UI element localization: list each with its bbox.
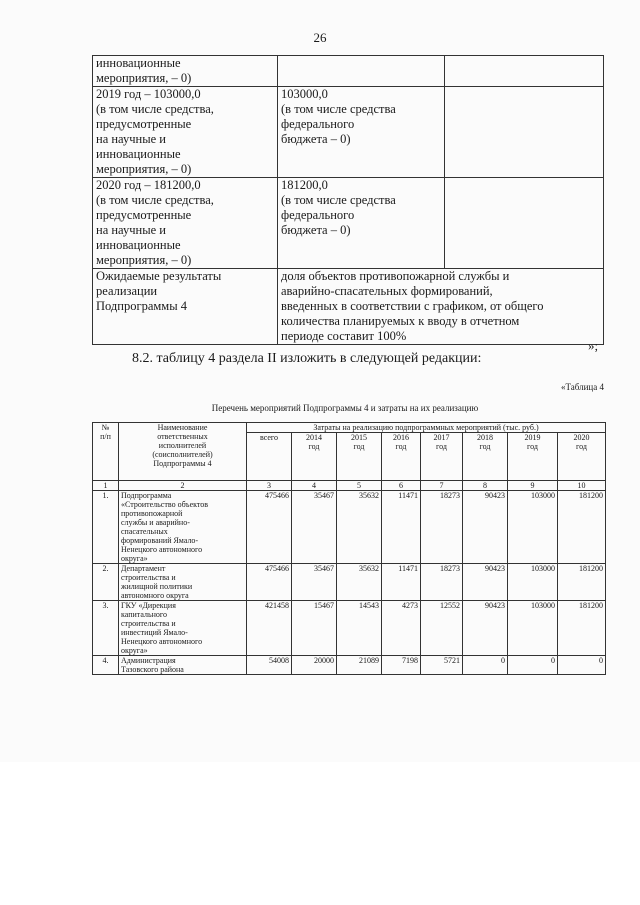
value-cell: 475466 bbox=[247, 564, 292, 601]
value-cell: 14543 bbox=[337, 601, 382, 656]
row-number: 4. bbox=[93, 656, 119, 675]
column-number: 7 bbox=[421, 481, 463, 491]
header-cell: 2015 год bbox=[337, 433, 382, 481]
column-number-row bbox=[93, 481, 606, 491]
table-header-row bbox=[93, 423, 606, 433]
column-number: 2 bbox=[119, 481, 247, 491]
header-cell: Затраты на реализацию подпрограммных мероприятий (тыс. руб.) bbox=[247, 423, 606, 433]
page-number: 26 bbox=[313, 30, 327, 45]
column-number: 9 bbox=[508, 481, 558, 491]
table-cell: инновационные мероприятия, – 0) bbox=[93, 56, 278, 87]
header-cell: Наименование ответственных исполнителей (соисполнителей) Подпрограммы 4 bbox=[119, 423, 247, 481]
table-row bbox=[93, 56, 604, 87]
costs-table bbox=[92, 422, 606, 675]
table-cell bbox=[445, 87, 604, 178]
row-name: Департамент строительства и жилищной политики автономного округа bbox=[119, 564, 247, 601]
value-cell: 421458 bbox=[247, 601, 292, 656]
row-number: 1. bbox=[93, 491, 119, 564]
table-row bbox=[93, 178, 604, 269]
table-row bbox=[93, 87, 604, 178]
row-number: 2. bbox=[93, 564, 119, 601]
column-number: 6 bbox=[382, 481, 421, 491]
table-row bbox=[93, 601, 606, 656]
value-cell: 0 bbox=[508, 656, 558, 675]
value-cell: 35467 bbox=[292, 564, 337, 601]
header-cell: № п/п bbox=[93, 423, 119, 481]
value-cell: 18273 bbox=[421, 564, 463, 601]
table-cell: 181200,0 (в том числе средства федерального бюджета – 0) bbox=[278, 178, 445, 269]
table-row bbox=[93, 656, 606, 675]
value-cell: 0 bbox=[558, 656, 606, 675]
value-cell: 4273 bbox=[382, 601, 421, 656]
value-cell: 35632 bbox=[337, 491, 382, 564]
column-number: 1 bbox=[93, 481, 119, 491]
header-cell: 2018 год bbox=[463, 433, 508, 481]
header-cell: всего bbox=[247, 433, 292, 481]
value-cell: 11471 bbox=[382, 491, 421, 564]
row-name: Администрация Тазовского района bbox=[119, 656, 247, 675]
table-cell bbox=[445, 56, 604, 87]
value-cell: 181200 bbox=[558, 491, 606, 564]
column-number: 8 bbox=[463, 481, 508, 491]
closing-quote: »; bbox=[588, 338, 599, 353]
column-number: 4 bbox=[292, 481, 337, 491]
value-cell: 0 bbox=[463, 656, 508, 675]
header-cell: 2019 год bbox=[508, 433, 558, 481]
table-row bbox=[93, 564, 606, 601]
instruction-text: 8.2. таблицу 4 раздела II изложить в следующей редакции: bbox=[132, 351, 482, 366]
table-cell: 2019 год – 103000,0 (в том числе средства, предусмотренные на научные и инновационные мероприятия, – 0) bbox=[93, 87, 278, 178]
value-cell: 12552 bbox=[421, 601, 463, 656]
value-cell: 181200 bbox=[558, 564, 606, 601]
value-cell: 11471 bbox=[382, 564, 421, 601]
table-cell: Ожидаемые результаты реализации Подпрограммы 4 bbox=[93, 269, 278, 345]
value-cell: 35632 bbox=[337, 564, 382, 601]
blank-area bbox=[0, 762, 640, 905]
table-cell: 2020 год – 181200,0 (в том числе средства, предусмотренные на научные и инновационные мероприятия, – 0) bbox=[93, 178, 278, 269]
value-cell: 475466 bbox=[247, 491, 292, 564]
value-cell: 35467 bbox=[292, 491, 337, 564]
header-cell: 2014 год bbox=[292, 433, 337, 481]
value-cell: 90423 bbox=[463, 601, 508, 656]
row-number: 3. bbox=[93, 601, 119, 656]
column-number: 10 bbox=[558, 481, 606, 491]
header-cell: 2020 год bbox=[558, 433, 606, 481]
value-cell: 15467 bbox=[292, 601, 337, 656]
row-name: ГКУ «Дирекция капитального строительства и инвестиций Ямало- Ненецкого автономного округа» bbox=[119, 601, 247, 656]
table-cell bbox=[445, 178, 604, 269]
column-number: 5 bbox=[337, 481, 382, 491]
value-cell: 5721 bbox=[421, 656, 463, 675]
value-cell: 54008 bbox=[247, 656, 292, 675]
table-row bbox=[93, 491, 606, 564]
header-cell: 2017 год bbox=[421, 433, 463, 481]
table-cell bbox=[278, 56, 445, 87]
value-cell: 7198 bbox=[382, 656, 421, 675]
table-caption: Перечень мероприятий Подпрограммы 4 и затраты на их реализацию bbox=[211, 403, 479, 413]
table-label: «Таблица 4 bbox=[561, 382, 604, 392]
passport-table bbox=[92, 55, 604, 345]
table-cell: доля объектов противопожарной службы и аварийно-спасательных формирований, введенных в соответствии с графиком, от общего количества планируемых к вводу в отчетном периоде составит 100% bbox=[278, 269, 604, 345]
column-number: 3 bbox=[247, 481, 292, 491]
value-cell: 90423 bbox=[463, 491, 508, 564]
value-cell: 90423 bbox=[463, 564, 508, 601]
value-cell: 103000 bbox=[508, 564, 558, 601]
value-cell: 18273 bbox=[421, 491, 463, 564]
table-cell: 103000,0 (в том числе средства федерального бюджета – 0) bbox=[278, 87, 445, 178]
value-cell: 103000 bbox=[508, 491, 558, 564]
value-cell: 21089 bbox=[337, 656, 382, 675]
header-cell: 2016 год bbox=[382, 433, 421, 481]
value-cell: 20000 bbox=[292, 656, 337, 675]
table-row bbox=[93, 269, 604, 345]
row-name: Подпрограмма «Строительство объектов противопожарной службы и аварийно- спасательных формирований Ямало- Ненецкого автономного округа» bbox=[119, 491, 247, 564]
value-cell: 103000 bbox=[508, 601, 558, 656]
value-cell: 181200 bbox=[558, 601, 606, 656]
